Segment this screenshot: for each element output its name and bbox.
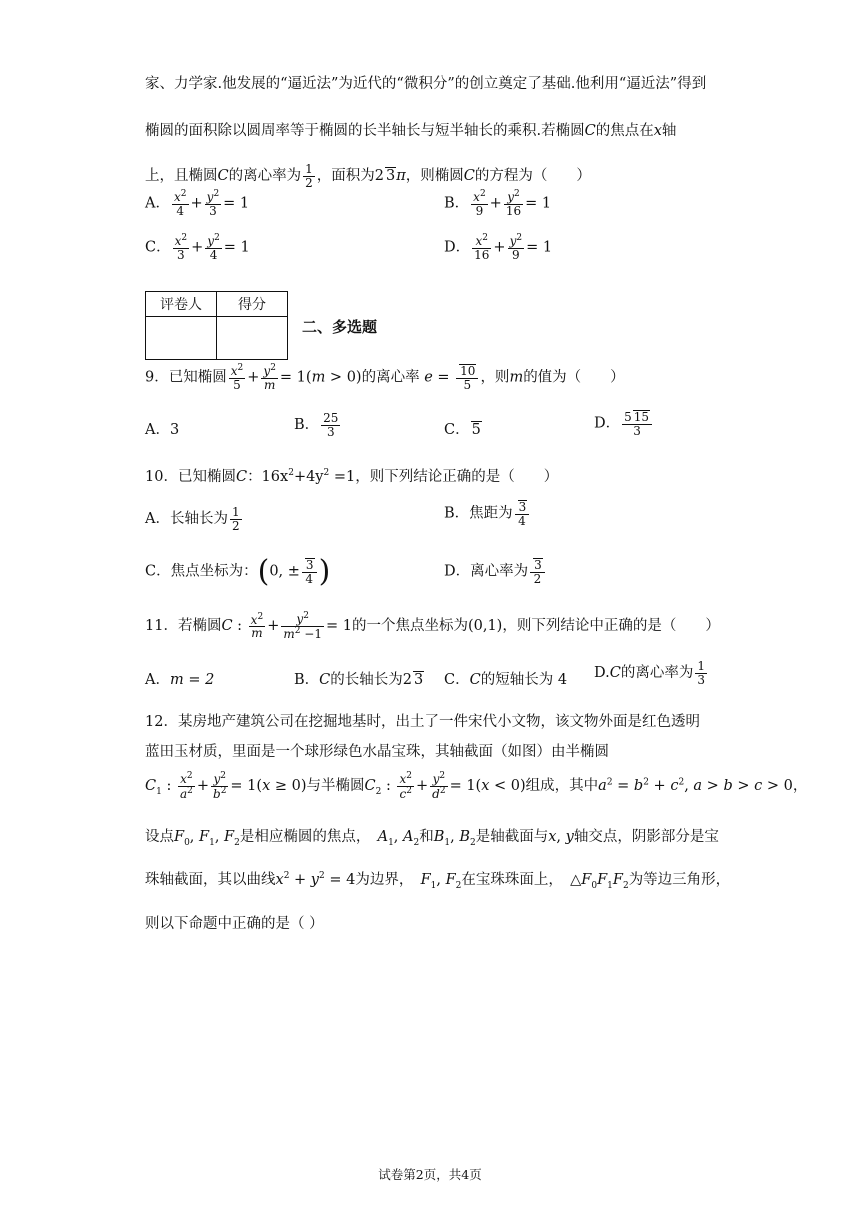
q10-option-a[interactable]: A．长轴长为 $\frac{1}{2}$ (145, 505, 240, 533)
q11-option-c[interactable]: C．C的短轴长为 4 (444, 672, 568, 688)
q8-option-d[interactable]: D． $\frac{x^2}{16}$ + $\frac{y^2}{9}$ = 1 (444, 233, 553, 262)
score-table-grader-header: 评卷人 (146, 292, 217, 317)
score-table (145, 291, 288, 360)
q10-option-d[interactable]: D．离心率为 $\frac{3}{2}$ (444, 558, 547, 585)
q10-option-c[interactable]: C．焦点坐标为：(0, ± $\frac{3}{4}$ ) (145, 554, 331, 589)
q12-line5: 珠轴截面，其以曲线$x^2 + y^2 = 4$为边界， $F_1$, $F_2$在宝珠珠面上， $\triangle F_0F_1F_2$为等边三角形， (145, 871, 731, 891)
section-title: 二、多选题 (302, 318, 378, 336)
q10-option-b[interactable]: B．焦距为 $\frac{3}{4}$ (444, 500, 531, 527)
q8-line2: 椭圆的面积除以圆周率等于椭圆的长半轴长与短半轴长的乘积.若椭圆C的焦点在x轴 (145, 123, 677, 139)
q9-stem: 9．已知椭圆 $\frac{x^2}{5}$ + $\frac{y^2}{m}$ = 1(m > 0)的离心率 e = $\frac{10}{5}$ ，则m的值为（ ） (145, 363, 625, 392)
q11-option-a[interactable]: A．m = 2 (145, 672, 215, 688)
q9-option-d[interactable]: D． $\frac{5 15}{3}$ (594, 410, 654, 437)
q8-line3: 上，且椭圆C的离心率为 $\frac{1}{2}$ ，面积为2 3π，则椭圆C的方程为（ ） (145, 162, 591, 190)
score-table-grader-cell[interactable] (146, 317, 217, 360)
q8-line1: 家、力学家.他发展的“逼近法”为近代的“微积分”的创立奠定了基础.他利用“逼近法”得到 (145, 76, 707, 92)
score-table-score-header: 得分 (217, 292, 288, 317)
page-footer: 试卷第2页，共4页 (378, 1167, 482, 1182)
q12-line6: 则以下命题中正确的是（ ） (145, 916, 324, 932)
q8-option-c[interactable]: C． $\frac{x^2}{3}$ + $\frac{y^2}{4}$ = 1 (145, 233, 250, 262)
q12-line1: 12．某房地产建筑公司在挖掘地基时，出土了一件宋代小文物，该文物外面是红色透明 (145, 714, 700, 730)
q9-option-c[interactable]: C． 5 (444, 422, 481, 438)
score-table-score-cell[interactable] (217, 317, 288, 360)
q9-option-a[interactable]: A．3 (145, 422, 180, 438)
q9-option-b[interactable]: B． $\frac{25}{3}$ (294, 411, 339, 439)
q11-option-d[interactable]: D.C的离心率为 $\frac{1}{3}$ (594, 659, 705, 687)
q12-line3: $C_1$ : $\frac{x^2}{a^2}$ + $\frac{y^2}{b^2}$ = 1(x ≥ 0)与半椭圆$C_2$ : $\frac{x^2}{c^2}$ + $\frac{y^2}{d^2}$ = 1(x < 0)组成，其中$a^2 = b^2 + c^2$, a > b > c > 0， (145, 771, 808, 801)
q12-line4: 设点$F_0$, $F_1$, $F_2$是相应椭圆的焦点， $A_1$, $A_2$和$B_1$, $B_2$是轴截面与x, y轴交点，阴影部分是宝 (145, 829, 719, 848)
q11-option-b[interactable]: B．C的长轴长为2 3 (294, 672, 424, 688)
q12-line2: 蓝田玉材质，里面是一个球形绿色水晶宝珠，其轴截面（如图）由半椭圆 (145, 744, 609, 760)
q11-stem: 11．若椭圆C : $\frac{x^2}{m}$ + $\frac{y^2}{m^2 -1}$ = 1的一个焦点坐标为(0,1)，则下列结论中正确的是（ ） (145, 611, 720, 641)
q10-stem: 10．已知椭圆C：$16x^2+4y^2 =1$，则下列结论正确的是（ ） (145, 468, 559, 485)
q8-option-b[interactable]: B． $\frac{x^2}{9}$ + $\frac{y^2}{16}$ = 1 (444, 189, 552, 218)
q8-option-a[interactable]: A． $\frac{x^2}{4}$ + $\frac{y^2}{3}$ = 1 (145, 189, 250, 218)
